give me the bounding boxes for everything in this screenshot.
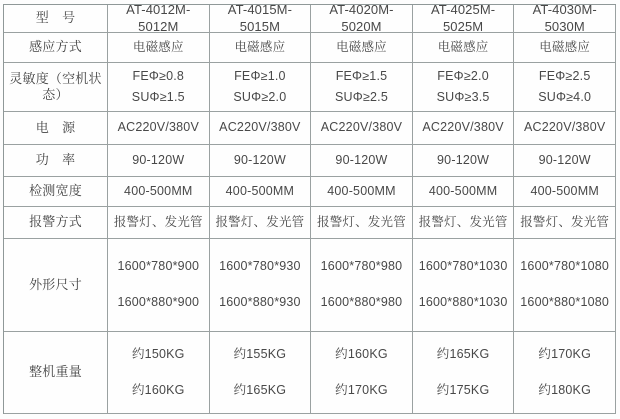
detect-width-value: 400-500MM xyxy=(514,177,616,207)
dimensions-value xyxy=(311,239,413,332)
sensitivity-fe: FEΦ≥1.5 xyxy=(335,68,388,83)
power-value: 90-120W xyxy=(311,145,413,177)
alarm-value: 报警灯、发光管 xyxy=(311,207,413,239)
sensing-value: 电磁感应 xyxy=(514,33,616,63)
model-value: AT-4015M-5015M xyxy=(210,5,312,33)
detect-width-value: 400-500MM xyxy=(311,177,413,207)
alarm-value: 报警灯、发光管 xyxy=(210,207,312,239)
dimension-line: 1600*880*900 xyxy=(117,295,200,309)
detect-width-value: 400-500MM xyxy=(108,177,210,207)
row-label-power-supply: 电 源 xyxy=(4,112,108,145)
sensitivity-value xyxy=(210,63,312,112)
dimension-line: 1600*880*930 xyxy=(219,295,301,309)
dimension-line: 1600*780*980 xyxy=(320,259,403,274)
alarm-value: 报警灯、发光管 xyxy=(514,207,616,239)
sensing-value: 电磁感应 xyxy=(108,33,210,63)
alarm-value: 报警灯、发光管 xyxy=(413,207,515,239)
dimension-line: 1600*880*980 xyxy=(320,295,403,309)
weight-line: 约160KG xyxy=(335,346,388,361)
weight-line: 约150KG xyxy=(131,346,185,361)
row-label-detect-width: 检测宽度 xyxy=(4,177,108,207)
weight-value xyxy=(108,332,210,414)
detect-width-value: 400-500MM xyxy=(210,177,312,207)
power-supply-value: AC220V/380V xyxy=(311,112,413,145)
weight-line: 约170KG xyxy=(538,346,591,361)
model-value: AT-4020M-5020M xyxy=(311,5,413,33)
sensitivity-value xyxy=(514,63,616,112)
dimension-line: 1600*780*900 xyxy=(117,259,200,274)
sensitivity-fe: FEΦ≥2.5 xyxy=(538,68,591,83)
detect-width-value: 400-500MM xyxy=(413,177,515,207)
dimension-line: 1600*780*930 xyxy=(219,259,301,274)
sensitivity-value xyxy=(108,63,210,112)
sensing-value: 电磁感应 xyxy=(311,33,413,63)
weight-value xyxy=(514,332,616,414)
dimension-line: 1600*880*1030 xyxy=(418,295,508,309)
sensitivity-su: SUΦ≥3.5 xyxy=(436,89,490,104)
weight-value xyxy=(311,332,413,414)
weight-line: 约175KG xyxy=(436,382,490,397)
alarm-value: 报警灯、发光管 xyxy=(108,207,210,239)
sensitivity-fe: FEΦ≥2.0 xyxy=(437,68,489,83)
model-value: AT-4030M-5030M xyxy=(514,5,616,33)
sensing-value: 电磁感应 xyxy=(413,33,515,63)
dimension-line: 1600*780*1030 xyxy=(418,259,508,274)
sensitivity-su: SUΦ≥2.5 xyxy=(335,89,388,104)
sensing-value: 电磁感应 xyxy=(210,33,312,63)
model-value: AT-4025M-5025M xyxy=(413,5,515,33)
dimensions-value xyxy=(514,239,616,332)
power-supply-value: AC220V/380V xyxy=(108,112,210,145)
power-value: 90-120W xyxy=(108,145,210,177)
spec-table xyxy=(3,4,616,414)
dimension-line: 1600*780*1080 xyxy=(520,259,610,274)
weight-value xyxy=(413,332,515,414)
row-label-sensitivity: 灵敏度（空机状态） xyxy=(4,63,108,112)
weight-line: 约160KG xyxy=(131,382,185,397)
dimensions-value xyxy=(413,239,515,332)
power-supply-value: AC220V/380V xyxy=(514,112,616,145)
power-value: 90-120W xyxy=(413,145,515,177)
sensitivity-su: SUΦ≥1.5 xyxy=(131,89,185,104)
weight-line: 约155KG xyxy=(233,346,287,361)
row-label-power: 功 率 xyxy=(4,145,108,177)
row-label-model: 型 号 xyxy=(4,5,108,33)
power-supply-value: AC220V/380V xyxy=(210,112,312,145)
power-value: 90-120W xyxy=(514,145,616,177)
sensitivity-value xyxy=(311,63,413,112)
sensitivity-su: SUΦ≥4.0 xyxy=(538,89,592,104)
row-label-alarm: 报警方式 xyxy=(4,207,108,239)
weight-line: 约170KG xyxy=(335,382,388,397)
dimensions-value xyxy=(210,239,312,332)
row-label-sensing: 感应方式 xyxy=(4,33,108,63)
row-label-weight: 整机重量 xyxy=(4,332,108,414)
weight-line: 约165KG xyxy=(436,346,490,361)
model-value: AT-4012M-5012M xyxy=(108,5,210,33)
weight-value xyxy=(210,332,312,414)
sensitivity-fe: FEΦ≥0.8 xyxy=(132,68,185,83)
sensitivity-su: SUΦ≥2.0 xyxy=(233,89,287,104)
weight-line: 约180KG xyxy=(538,382,591,397)
sensitivity-fe: FEΦ≥1.0 xyxy=(234,68,286,83)
weight-line: 约165KG xyxy=(233,382,287,397)
power-value: 90-120W xyxy=(210,145,312,177)
sensitivity-value xyxy=(413,63,515,112)
dimension-line: 1600*880*1080 xyxy=(520,295,610,309)
row-label-dimensions: 外形尺寸 xyxy=(4,239,108,332)
dimensions-value xyxy=(108,239,210,332)
power-supply-value: AC220V/380V xyxy=(413,112,515,145)
